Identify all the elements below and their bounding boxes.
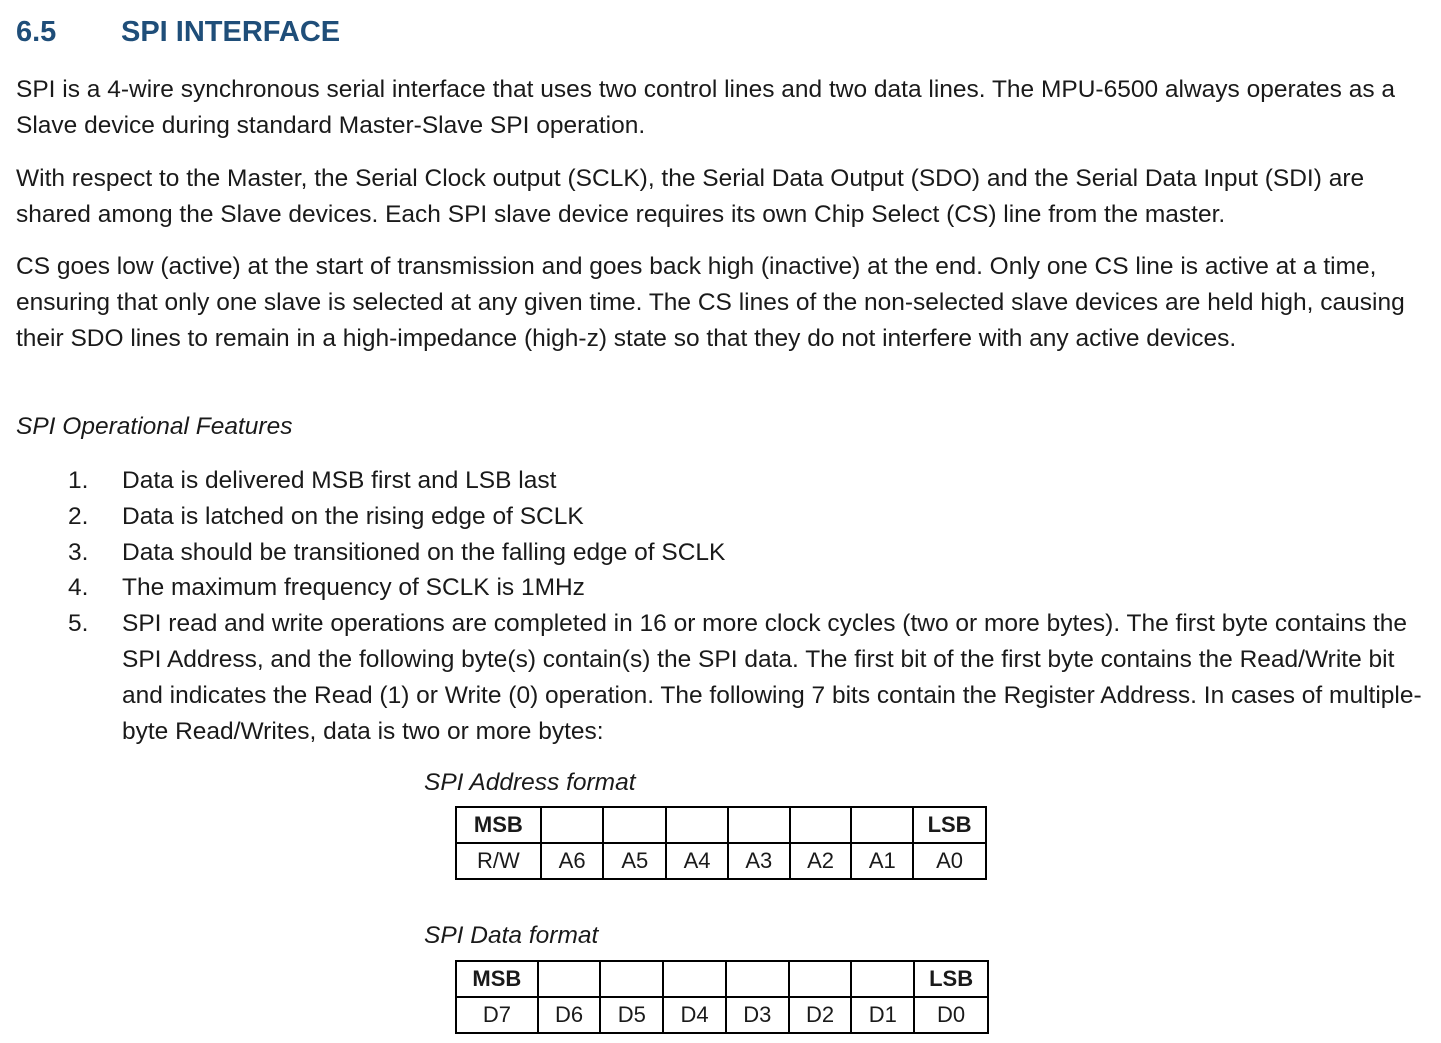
table-cell: D0 bbox=[914, 997, 988, 1033]
table-cell: R/W bbox=[456, 843, 541, 879]
paragraph-chip-select: CS goes low (active) at the start of transmission and goes back high (inactive) at the end. Only one CS line is active at a time, ensuring that only one slave is selected at any given time. The CS lines of the non-selected slave devices are held high, causing their SDO lines to remain in a high-impedance (high-z) state so that they do not interfere with any active devices. bbox=[16, 253, 1405, 352]
list-item-text: The maximum frequency of SCLK is 1MHz bbox=[122, 574, 585, 602]
data-format-caption: SPI Data format bbox=[424, 922, 599, 949]
list-item bbox=[68, 570, 1428, 606]
list-item-text: Data is delivered MSB first and LSB last bbox=[122, 467, 557, 494]
table-cell: A3 bbox=[728, 843, 790, 879]
table-cell: A2 bbox=[790, 843, 852, 879]
table-row bbox=[456, 961, 988, 997]
table-cell: D4 bbox=[663, 997, 726, 1033]
table-cell: D6 bbox=[538, 997, 601, 1033]
table-cell bbox=[851, 961, 914, 997]
section-number: 6.5 bbox=[16, 15, 57, 48]
table-cell: D7 bbox=[456, 997, 538, 1033]
address-format-table bbox=[455, 806, 987, 880]
data-format-table bbox=[455, 960, 989, 1034]
section-heading bbox=[16, 12, 340, 52]
address-format-caption: SPI Address format bbox=[424, 769, 636, 796]
table-cell bbox=[600, 961, 663, 997]
table-cell bbox=[726, 961, 789, 997]
paragraph-shared-lines: With respect to the Master, the Serial Clock output (SCLK), the Serial Data Output (SDO) and the Serial Data Input (SDI) are shared among the Slave devices. Each SPI slave device requires its own Chip Select (CS) line from the master. bbox=[16, 165, 1365, 228]
list-marker: 2. bbox=[68, 502, 89, 530]
section-title: SPI INTERFACE bbox=[121, 15, 341, 48]
table-cell bbox=[790, 807, 852, 843]
table-cell: LSB bbox=[913, 807, 986, 843]
table-cell: A5 bbox=[603, 843, 666, 879]
list-marker: 1. bbox=[68, 467, 89, 494]
list-marker: 4. bbox=[68, 574, 89, 602]
features-heading: SPI Operational Features bbox=[16, 413, 293, 440]
table-cell bbox=[538, 961, 601, 997]
table-row bbox=[456, 807, 986, 843]
table-cell bbox=[541, 807, 604, 843]
list-item bbox=[68, 535, 1428, 571]
list-item-text: Data should be transitioned on the falling edge of SCLK bbox=[122, 538, 726, 566]
paragraph-intro: SPI is a 4-wire synchronous serial interface that uses two control lines and two data lines. The MPU-6500 always operates as a Slave device during standard Master-Slave SPI operation. bbox=[16, 76, 1396, 139]
table-row bbox=[456, 843, 986, 879]
table-cell: D1 bbox=[851, 997, 914, 1033]
list-marker: 3. bbox=[68, 538, 89, 566]
list-item bbox=[68, 499, 1428, 535]
table-cell: MSB bbox=[456, 961, 538, 997]
table-cell: D2 bbox=[789, 997, 852, 1033]
table-cell bbox=[789, 961, 852, 997]
table-cell: D3 bbox=[726, 997, 789, 1033]
list-item bbox=[68, 463, 1428, 499]
table-cell bbox=[728, 807, 790, 843]
table-row bbox=[456, 997, 988, 1033]
table-cell: A4 bbox=[666, 843, 728, 879]
list-item-text: SPI read and write operations are completed in 16 or more clock cycles (two or more bytes). The first byte contains the SPI Address, and the following byte(s) contain(s) the SPI data. The first bit of the first byte contains the Read/Write bit and indicates the Read (1) or Write (0) operation. The following 7 bits contain the Register Address. In cases of multiple-byte Read/Writes, data is two or more bytes: bbox=[122, 610, 1422, 745]
table-cell: MSB bbox=[456, 807, 541, 843]
table-cell bbox=[603, 807, 666, 843]
list-marker: 5. bbox=[68, 610, 89, 638]
table-cell: D5 bbox=[600, 997, 663, 1033]
table-cell: LSB bbox=[914, 961, 988, 997]
features-list bbox=[68, 463, 1428, 749]
table-cell bbox=[851, 807, 913, 843]
list-item-text: Data is latched on the rising edge of SCLK bbox=[122, 502, 584, 530]
table-cell bbox=[663, 961, 726, 997]
list-item bbox=[68, 606, 1428, 749]
table-cell: A0 bbox=[913, 843, 986, 879]
table-cell: A6 bbox=[541, 843, 604, 879]
table-cell: A1 bbox=[851, 843, 913, 879]
table-cell bbox=[666, 807, 728, 843]
